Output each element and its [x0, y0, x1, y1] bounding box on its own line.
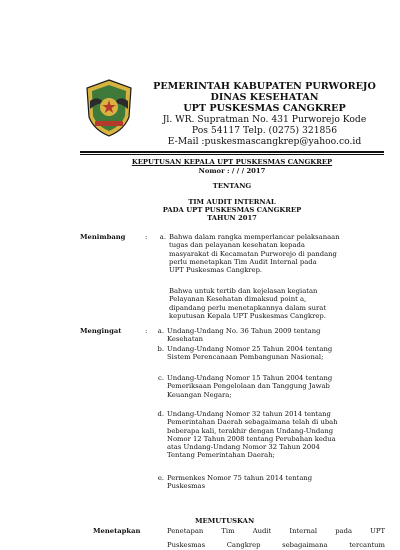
text-line: masyarakat di Kecamatan Purworejo di pandang: [169, 249, 337, 258]
postal-phone-line: Pos 54117 Telp. (0275) 321856: [191, 125, 338, 136]
mengingat-item-c: [167, 374, 332, 399]
letterhead-divider-thin: [80, 154, 384, 155]
text-line: Pemerintahan Daerah sebagaimana telah di ubah: [167, 418, 338, 427]
regency-crest-logo: [84, 79, 134, 137]
menimbang-colon: :: [145, 233, 148, 241]
text-line: Pelayanan Kesehatan dimaksud point a,: [169, 295, 307, 304]
mengingat-marker-d: d.: [157, 410, 164, 418]
subject-line-3: TAHUN 2017: [207, 214, 257, 222]
text-line: UPT Puskesmas Cangkrep.: [169, 266, 263, 275]
decree-title: KEPUTUSAN KEPALA UPT PUSKESMAS CANGKREP: [131, 158, 333, 166]
menetapkan-label: Menetapkan: [93, 527, 141, 535]
mengingat-colon: :: [145, 327, 148, 335]
agency-name: PEMERINTAH KABUPATEN PURWOREJO: [153, 81, 376, 92]
text-line: Undang-Undang Nomor 32 tahun 2014 tentang: [167, 410, 331, 418]
mengingat-label: Mengingat: [80, 327, 122, 335]
subject-line-2: PADA UPT PUSKESMAS CANGKREP: [162, 206, 302, 214]
text-line: keputusan Kepala UPT Puskesmas Cangkrep.: [169, 311, 326, 320]
text-line: Kesehatan: [167, 335, 204, 344]
memutuskan-heading: MEMUTUSKAN: [195, 517, 255, 525]
text-line: tugas dan pelayanan kesehatan kepada: [169, 241, 305, 250]
mengingat-marker-b: b.: [157, 345, 164, 353]
menetapkan-line-1: Penetapan Tim Audit Internal pada UPT: [167, 527, 385, 535]
mengingat-marker-e: e.: [157, 474, 164, 482]
mengingat-marker-c: c.: [158, 374, 164, 382]
text-line: Tentang Pemerintahan Daerah;: [167, 451, 275, 460]
text-line: atas Undang-Undang Nomor 32 Tahun 2004: [167, 443, 320, 452]
text-line: perlu menetapkan Tim Audit Internal pada: [169, 257, 317, 266]
text-line: Nomor 12 Tahun 2008 tentang Perubahan kedua: [167, 434, 336, 443]
mengingat-marker-a: a.: [157, 327, 164, 335]
letterhead-divider-thick: [80, 151, 384, 153]
email-line: E-Mail :puskesmascangkrep@yahoo.co.id: [167, 136, 362, 147]
text-line: Undang-Undang No. 36 Tahun 2009 tentang: [167, 327, 321, 335]
menimbang-marker-a: a.: [159, 233, 166, 241]
mengingat-item-a: [167, 327, 320, 344]
mengingat-item-d: [167, 410, 338, 460]
menetapkan-line-2: Puskesmas Cangkrep sebagaimana tercantum: [167, 541, 385, 549]
unit-name: UPT PUSKESMAS CANGKREP: [183, 103, 346, 114]
subject-line-1: TIM AUDIT INTERNAL: [188, 198, 276, 206]
mengingat-item-e: [167, 474, 312, 491]
decree-number: Nomor : / / / 2017: [198, 167, 266, 175]
text-line: Sistem Perencanaan Pembangunan Nasional;: [167, 353, 324, 362]
text-line: Bahwa untuk tertib dan kejelasan kegiatan: [169, 287, 318, 295]
text-line: Undang-Undang Nomor 25 Tahun 2004 tentang: [167, 345, 333, 353]
text-line: Permenkes Nomor 75 tahun 2014 tentang: [167, 474, 313, 482]
text-line: Undang-Undang Nomor 15 Tahun 2004 tentang: [167, 374, 333, 382]
menimbang-point-a: [169, 233, 340, 274]
address-line: Jl. WR. Supratman No. 431 Purworejo Kode: [162, 114, 367, 125]
text-line: Puskesmas: [167, 482, 206, 491]
text-line: Pemeriksaan Pengelolaan dan Tanggung Jawab: [167, 382, 330, 391]
text-line: Keuangan Negara;: [167, 390, 232, 399]
menimbang-point-b: [169, 287, 326, 320]
text-line: beberapa kali, terakhir dengan Undang-Undang: [167, 426, 334, 435]
menimbang-label: Menimbang: [80, 233, 126, 241]
department-name: DINAS KESEHATAN: [210, 92, 319, 103]
about-heading: TENTANG: [212, 182, 252, 190]
text-line: dipandang perlu menetapkannya dalam surat: [169, 303, 327, 312]
text-line: Bahwa dalam rangka memperlancar pelaksanaan: [169, 233, 340, 241]
mengingat-item-b: [167, 345, 332, 362]
